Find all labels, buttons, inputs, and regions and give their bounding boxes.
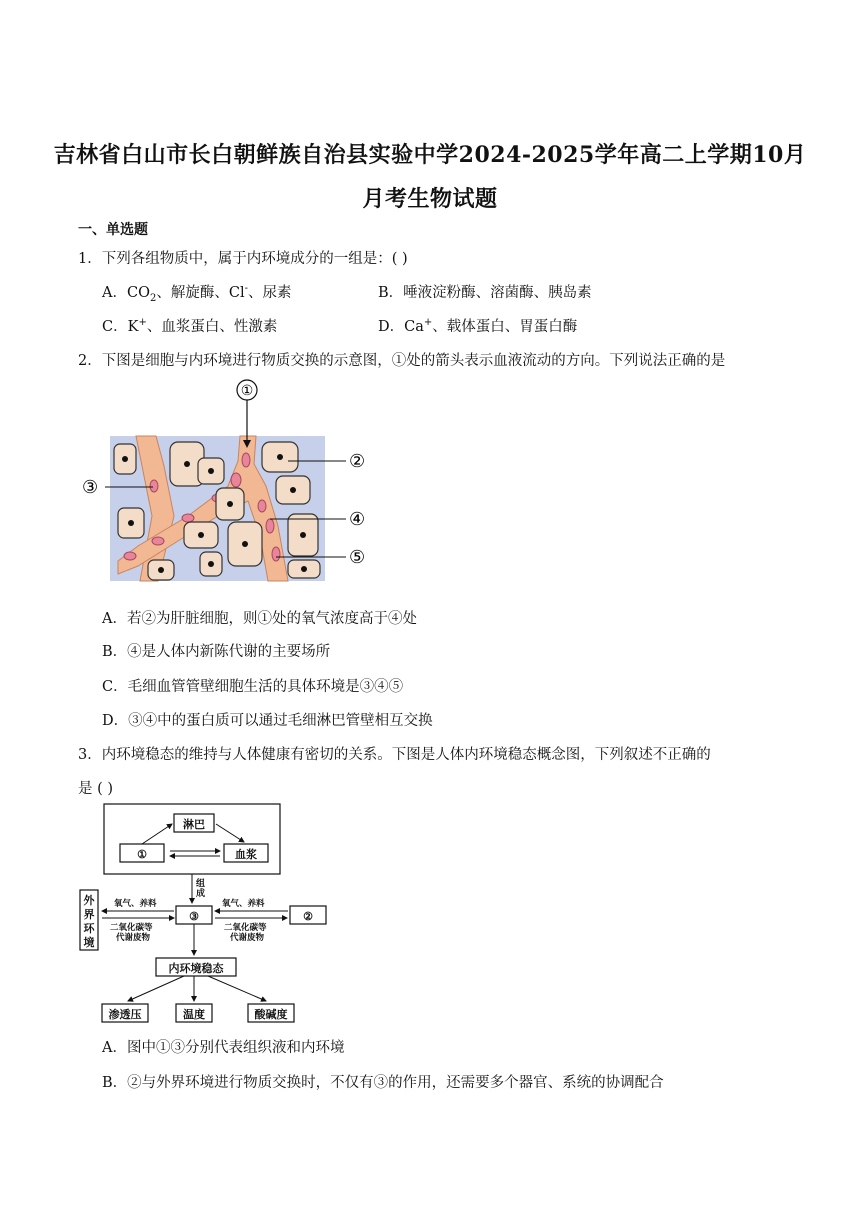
cell-nucleus <box>301 566 307 572</box>
compose-label-2: 成 <box>196 889 206 899</box>
homeostasis-concept-map <box>78 802 338 1028</box>
q3-stem-line1: 3．内环境稳态的维持与人体健康有密切的关系。下图是人体内环境稳态概念图，下列叙述不正确的 <box>78 747 711 763</box>
cell-nucleus <box>277 454 283 460</box>
node-2-label: ② <box>303 910 313 923</box>
red-blood-cell <box>152 537 164 545</box>
node-1-label: ① <box>137 848 147 861</box>
document-title-line1: 吉林省白山市长白朝鲜族自治县实验中学2024-2025学年高二上学期10月 <box>53 142 807 168</box>
red-blood-cell <box>258 500 266 512</box>
q2-option-d: D．③④中的蛋白质可以通过毛细淋巴管壁相互交换 <box>102 713 433 729</box>
q1-option-d: D．Ca+、载体蛋白、胃蛋白酶 <box>378 317 578 335</box>
co2-left-label-1: 二氧化碳等 <box>110 923 153 933</box>
q1-option-b: B．唾液淀粉酶、溶菌酶、胰岛素 <box>378 285 592 301</box>
q1-option-c: C．K+、血浆蛋白、性激素 <box>102 317 278 335</box>
node-3-label: ③ <box>189 910 199 923</box>
co2-right-label-1: 二氧化碳等 <box>224 923 267 933</box>
cell-nucleus <box>290 487 296 493</box>
label-2: ② <box>349 451 366 472</box>
label-4: ④ <box>349 509 366 530</box>
cell-nucleus <box>122 456 128 462</box>
q2-option-a: A．若②为肝脏细胞，则①处的氧气浓度高于④处 <box>102 611 417 627</box>
cell-nucleus <box>300 532 306 538</box>
external-label-1: 外 <box>83 894 95 907</box>
red-blood-cell <box>182 514 194 522</box>
red-blood-cell <box>272 547 280 561</box>
label-3: ③ <box>82 477 99 498</box>
o2-right-label: 氧气、养料 <box>222 899 265 909</box>
o2-left-label: 氧气、养料 <box>114 899 157 909</box>
external-label-2: 界 <box>83 908 95 921</box>
label-1: ① <box>240 383 254 399</box>
label-5: ⑤ <box>349 547 366 568</box>
external-label-3: 环 <box>83 922 95 935</box>
co2-left-label-2: 代谢废物 <box>116 933 151 943</box>
plasma-label: 血浆 <box>235 848 257 861</box>
q2-option-c: C．毛细血管管壁细胞生活的具体环境是③④⑤ <box>102 679 404 695</box>
q3-option-b: B．②与外界环境进行物质交换时，不仅有③的作用，还需要多个器官、系统的协调配合 <box>102 1075 664 1091</box>
osmotic-label: 渗透压 <box>108 1008 142 1021</box>
ph-label: 酸碱度 <box>254 1008 288 1021</box>
cell-nucleus <box>208 561 214 567</box>
external-label-4: 境 <box>83 936 95 949</box>
red-blood-cell <box>242 453 250 467</box>
red-blood-cell <box>231 473 241 487</box>
q1-stem: 1．下列各组物质中，属于内环境成分的一组是：( ) <box>78 251 408 267</box>
tissue-diagram <box>78 376 378 586</box>
lymph-label: 淋巴 <box>183 818 205 831</box>
arrow-lymph-to-plasma <box>216 824 244 842</box>
homeostasis-label: 内环境稳态 <box>168 962 224 975</box>
document-title-line2: 月考生物试题 <box>362 186 498 212</box>
cell-nucleus <box>158 567 164 573</box>
cell-nucleus <box>184 461 190 467</box>
cell-nucleus <box>208 468 214 474</box>
arrow-to-ph <box>208 976 266 1001</box>
q2-stem: 2．下图是细胞与内环境进行物质交换的示意图，①处的箭头表示血液流动的方向。下列说法正确的是 <box>78 353 726 369</box>
q1-option-a: A．$CO_2$、解旋酶、Cl-、尿素 <box>102 283 292 304</box>
cell-nucleus <box>227 501 233 507</box>
q2-option-b: B．④是人体内新陈代谢的主要场所 <box>102 644 331 660</box>
co2-right-label-2: 代谢废物 <box>230 933 265 943</box>
q3-option-a: A．图中①③分别代表组织液和内环境 <box>102 1040 345 1056</box>
compose-label-1: 组 <box>196 879 206 889</box>
red-blood-cell <box>150 480 158 492</box>
cell-nucleus <box>242 541 248 547</box>
cell-nucleus <box>128 520 134 526</box>
q3-stem-line2: 是 ( ) <box>78 781 114 797</box>
temperature-label: 温度 <box>183 1008 205 1021</box>
arrow-1-to-lymph <box>142 824 172 844</box>
red-blood-cell <box>266 519 274 533</box>
red-blood-cell <box>124 552 136 560</box>
section-heading: 一、单选题 <box>78 222 148 238</box>
arrow-to-osmotic <box>128 976 184 1001</box>
cell-nucleus <box>198 532 204 538</box>
